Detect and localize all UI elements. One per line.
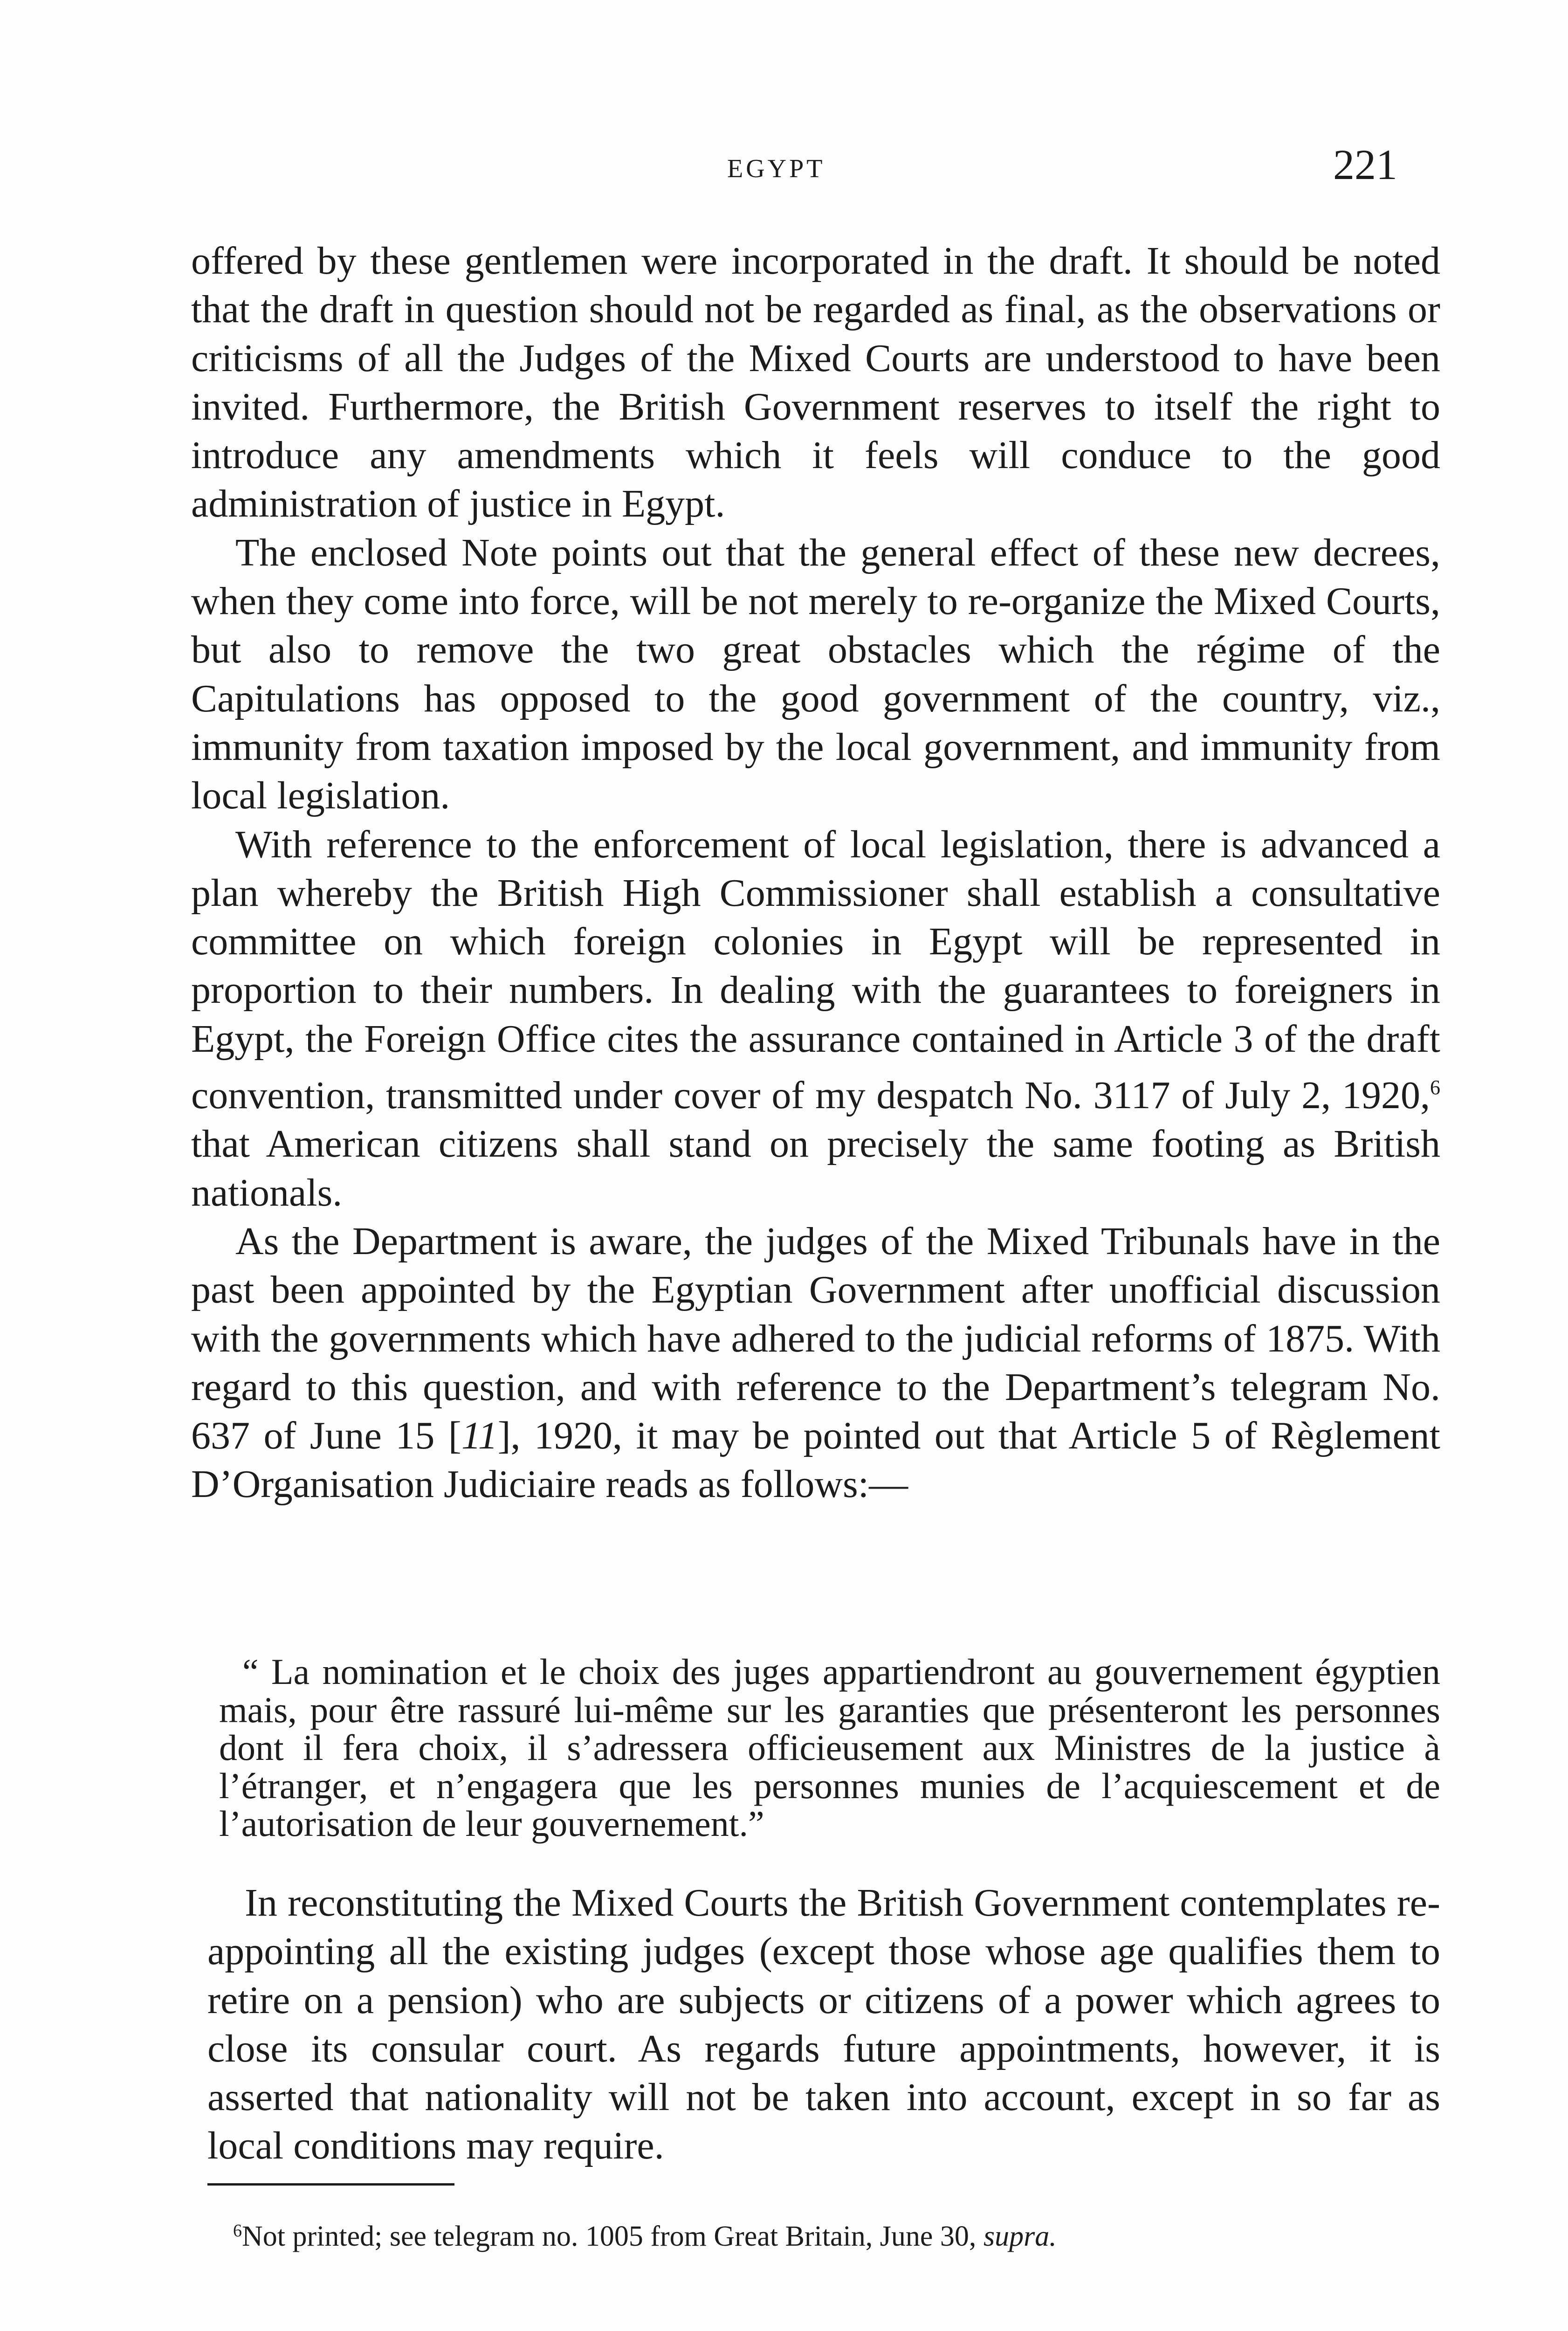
paragraph-4-italic-ref: 11 — [461, 1414, 498, 1458]
paragraph-4 — [191, 1217, 1440, 1509]
paragraph-4-part-b: ], 1920, it may be pointed out that Article 5 of Règlement D’Organisation Judiciaire reads as follows:— — [191, 1414, 1440, 1506]
footnote-rule — [207, 2183, 454, 2186]
running-head: EGYPT — [727, 154, 825, 183]
body-text — [191, 237, 1440, 1509]
paragraph-3-end: that American citizens shall stand on precisely the same footing as British nationals. — [191, 1122, 1440, 1214]
page-header — [0, 140, 1568, 210]
footnote-marker: 6 — [233, 2221, 242, 2241]
footnote — [233, 2212, 1445, 2255]
footnote-italic: supra. — [983, 2221, 1057, 2252]
paragraph-1: offered by these gentlemen were incorporated in the draft. It should be noted that the draft in question should not be regarded as final, as the observations or criticisms of all the Judges of the Mixed Courts are understood to have been invited. Furthermore, the British Government reserves to itself the right to introduce any amendments which it feels will conduce to the good administration of justice in Egypt. — [191, 239, 1440, 526]
footnote-reference-6: 6 — [1430, 1076, 1440, 1099]
paragraph-3 — [191, 821, 1440, 1217]
paragraph-4-part-a: As the Department is aware, the judges of the Mixed Tribunals have in the past been appointed by the Egyptian Government after unofficial discussion with the governments which have adhered to the judicial reforms of 1875. With regard to this question, and with reference to the Department’s telegram No. 637 of June 15 [ — [191, 1219, 1440, 1458]
paragraph-2: The enclosed Note points out that the general effect of these new decrees, when they come into force, will be not merely to re-organize the Mixed Courts, but also to remove the two great obstacles which the régime of the Capitulations has opposed to the good government of the country, viz., immunity from taxation imposed by the local government, and immunity from local legislation. — [191, 531, 1440, 818]
footnote-text: Not printed; see telegram no. 1005 from Great Britain, June 30, — [242, 2221, 983, 2252]
paragraph-5: In reconstituting the Mixed Courts the British Government contemplates re-appointing all the existing judges (except those whose age qualifies them to retire on a pension) who are subjects or citizens of a power which agrees to close its consular court. As regards future appointments, however, it is asserted that nationality will not be taken into account, except in so far as local conditions may require. — [207, 1881, 1440, 2168]
page-number: 221 — [1333, 141, 1397, 188]
paragraph-3-text: With reference to the enforcement of local legislation, there is advanced a plan whereby the British High Commissioner shall establish a consultative committee on which foreign colonies in Egypt will be represented in proportion to their numbers. In dealing with the guarantees to foreigners in Egypt, the Foreign Office cites the assurance contained in Article 3 of the draft convention, transmitted under cover of my despatch No. 3117 of July 2, 1920, — [191, 822, 1440, 1117]
block-quote: “ La nomination et le choix des juges appartiendront au gouvernement égyptien mais, pour être rassuré lui-même sur les garanties que présenteront les personnes dont il fera choix, il s’adressera officieusement aux Ministres de la justice à l’étranger, et n’engagera que les personnes munies de l’acquiescement et de l’autorisation de leur gouvernement.” — [219, 1651, 1440, 1844]
